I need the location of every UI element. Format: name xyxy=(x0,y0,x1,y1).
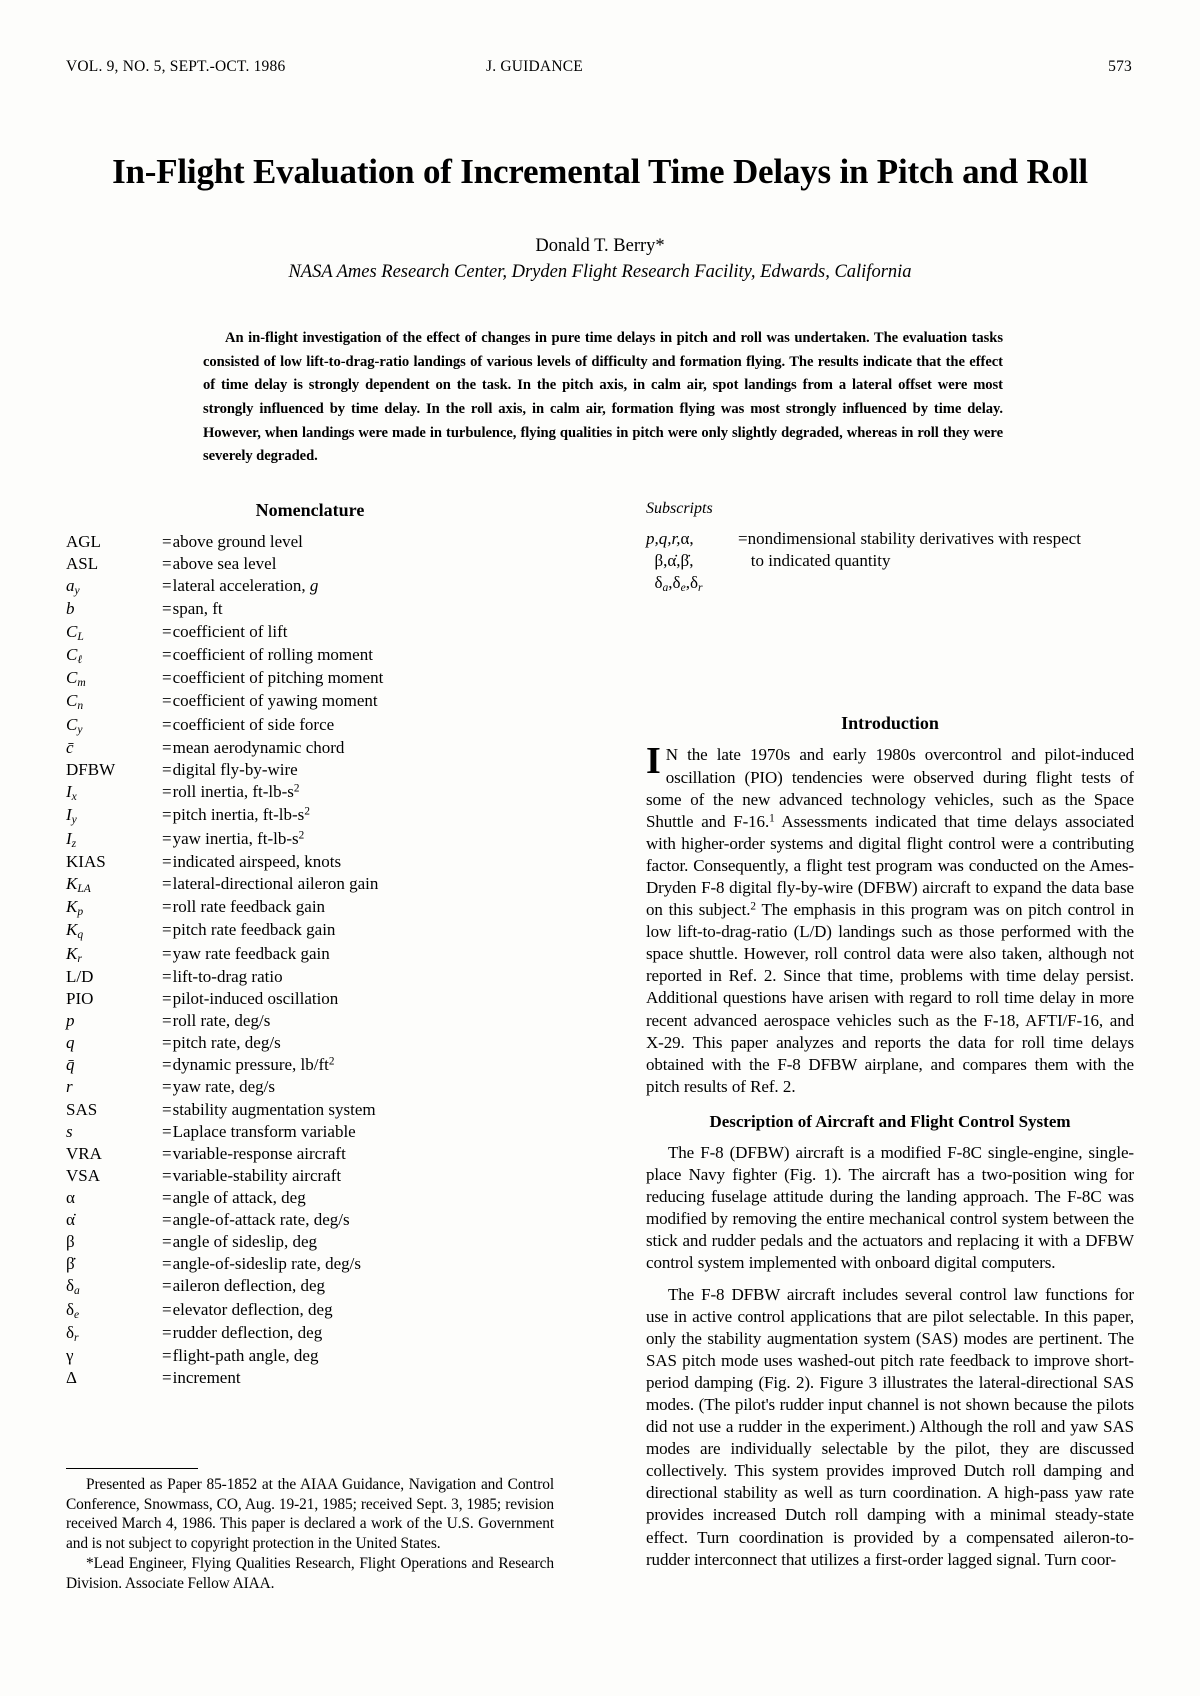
definition-text: yaw rate, deg/s xyxy=(172,1077,276,1097)
nomenclature-row xyxy=(66,966,383,988)
nomenclature-symbol: $C_L$ xyxy=(66,621,84,643)
nomenclature-symbol: $\delta_r$ xyxy=(66,1322,79,1345)
definition-text: variable-response aircraft xyxy=(172,1143,346,1163)
nomenclature-symbol: $C_y$ xyxy=(66,714,83,736)
nomenclature-symbol: ASL xyxy=(66,554,99,574)
definition-text: aileron deflection, deg xyxy=(172,1276,326,1296)
definition-text: above ground level xyxy=(172,532,303,551)
nomenclature-row xyxy=(66,943,383,966)
nomenclature-symbol: q̄ xyxy=(66,1055,75,1075)
nomenclature-symbol: $C_m$ xyxy=(66,668,86,690)
nomenclature-definition: =coefficient of side force xyxy=(162,714,335,734)
definition-text: coefficient of pitching moment xyxy=(172,668,384,688)
nomenclature-list xyxy=(66,531,383,1389)
nomenclature-definition: =yaw rate, deg/s xyxy=(162,1077,276,1097)
nomenclature-row xyxy=(66,1076,383,1098)
nomenclature-heading: Nomenclature xyxy=(255,500,365,520)
definition-text: rudder deflection, deg xyxy=(172,1322,323,1342)
nomenclature-definition: =coefficient of rolling moment xyxy=(162,644,373,664)
nomenclature-definition: =rudder deflection, deg xyxy=(162,1322,323,1342)
nomenclature-definition: =pitch inertia, $ft-lb-s^2$ xyxy=(162,805,310,825)
footnote-paragraph-1: Presented as Paper 85-1852 at the AIAA Guidance, Navigation and Control Conference, Snowmass, CO, Aug. 19-21, 1985; received Sept. 3, 1985; revision received March 4, 1986. This paper is declared a work of the U.S. Government and is not subject to copyright protection in the United States. xyxy=(66,1476,554,1553)
definition-text: Laplace transform variable xyxy=(172,1121,356,1141)
nomenclature-row xyxy=(66,1253,383,1275)
nomenclature-definition: =angle of attack, deg xyxy=(162,1187,306,1207)
subscripts-definition xyxy=(738,550,1081,572)
nomenclature-row xyxy=(66,1299,383,1322)
nomenclature-symbol: $K_r$ xyxy=(66,943,82,965)
definition-text: indicated airspeed, knots xyxy=(172,851,342,871)
nomenclature-row xyxy=(66,553,383,575)
nomenclature-definition: =variable-stability aircraft xyxy=(162,1165,342,1185)
nomenclature-definition: =coefficient of yawing moment xyxy=(162,691,378,711)
nomenclature-symbol: L/D xyxy=(66,967,94,987)
subscripts-symbol-line: β,α̇,β̇, xyxy=(646,551,694,571)
author-name: Donald T. Berry* xyxy=(535,236,665,256)
nomenclature-row xyxy=(66,1010,383,1032)
nomenclature-definition: =stability augmentation system xyxy=(162,1099,376,1119)
subscripts-list xyxy=(646,528,1081,595)
definition-text: to indicated quantity xyxy=(750,551,891,571)
nomenclature-row xyxy=(66,896,383,919)
introduction-heading: Introduction xyxy=(841,713,939,734)
nomenclature-row xyxy=(66,988,383,1010)
footnote-divider xyxy=(66,1468,198,1469)
definition-text: pilot-induced oscillation xyxy=(172,989,339,1009)
nomenclature-definition: =lateral acceleration, g xyxy=(162,576,319,596)
nomenclature-symbol: β̇ xyxy=(66,1254,75,1274)
nomenclature-definition: =dynamic pressure, $lb/ft^2$ xyxy=(162,1055,335,1075)
nomenclature-symbol: AGL xyxy=(66,532,101,551)
nomenclature-definition: =roll rate, deg/s xyxy=(162,1011,271,1031)
nomenclature-definition: =yaw inertia, $ft-lb-s^2$ xyxy=(162,828,305,848)
definition-text: pitch rate, deg/s xyxy=(172,1033,281,1053)
definition-text: coefficient of side force xyxy=(172,714,335,734)
nomenclature-row xyxy=(66,1099,383,1121)
subscripts-row xyxy=(646,528,1081,550)
definition-text: lift-to-drag ratio xyxy=(172,967,283,987)
nomenclature-row xyxy=(66,1121,383,1143)
nomenclature-row xyxy=(66,1032,383,1054)
description-paragraph-2: The F-8 DFBW aircraft includes several control law functions for use in active control applications that are pilot selectable. In this paper, only the stability augmentation system (SAS) modes are pertinent. The SAS pitch mode uses washed-out pitch rate feedback to improve short-period damping (Fig. 2). Figure 3 illustrates the lateral-directional SAS modes. (The pilot's rudder input channel is not shown because the pilots did not use a rudder in the experiment.) Although the roll and yaw SAS modes are individually selectable by the pilot, they are discussed collectively. This system provides improved Dutch roll damping and directional stability as well as turn coordination. A high-pass yaw rate provides increased Dutch roll damping with a minimal steady-state effect. Turn coordination is provided by a compensated aileron-to-rudder interconnect that utilizes a first-order lagged signal. Turn coor- xyxy=(646,1284,1134,1569)
nomenclature-definition: =above sea level xyxy=(162,554,277,574)
nomenclature-row xyxy=(66,1209,383,1231)
nomenclature-definition: =pilot-induced oscillation xyxy=(162,989,339,1009)
definition-text: flight-path angle, deg xyxy=(172,1346,319,1366)
nomenclature-row xyxy=(66,759,383,781)
definition-text: above sea level xyxy=(172,554,277,574)
definition-text: elevator deflection, deg xyxy=(172,1299,333,1319)
footnote-paragraph-2: *Lead Engineer, Flying Qualities Research, Flight Operations and Research Division. Associate Fellow AIAA. xyxy=(66,1554,554,1592)
nomenclature-definition: =angle-of-attack rate, deg/s xyxy=(162,1210,350,1230)
definition-text: mean aerodynamic chord xyxy=(172,737,345,757)
nomenclature-definition: =coefficient of lift xyxy=(162,621,288,641)
nomenclature-symbol: VSA xyxy=(66,1165,101,1185)
author-affiliation: NASA Ames Research Center, Dryden Flight Research Facility, Edwards, California xyxy=(288,262,912,282)
description-paragraph-1: The F-8 (DFBW) aircraft is a modified F-8C single-engine, single-place Navy fighter (Fig. 1). The aircraft has a two-position wing for reducing fuselage attitude during the landing approach. The F-8C was modified by removing the entire mechanical control system between the stick and rudder pedals and the actuators and replacing it with a DFBW control system implemented with onboard digital computers. xyxy=(646,1142,1134,1273)
nomenclature-symbol: b xyxy=(66,599,75,619)
nomenclature-row xyxy=(66,1143,383,1165)
definition-text: span, ft xyxy=(172,599,223,619)
nomenclature-definition: =mean aerodynamic chord xyxy=(162,737,345,757)
nomenclature-definition: =lateral-directional aileron gain xyxy=(162,873,379,893)
running-head xyxy=(66,58,1134,80)
subscripts-row xyxy=(646,550,1081,572)
nomenclature-definition: =elevator deflection, deg xyxy=(162,1299,333,1319)
subscripts-symbol-line: $\delta_a,\delta_e,\delta_r$ xyxy=(646,573,703,595)
nomenclature-row xyxy=(66,621,383,644)
nomenclature-row xyxy=(66,714,383,737)
nomenclature-row xyxy=(66,1054,383,1076)
nomenclature-symbol: c̄ xyxy=(66,737,74,757)
definition-text: lateral-directional aileron gain xyxy=(172,873,379,893)
nomenclature-symbol: $I_x$ xyxy=(66,782,77,804)
nomenclature-symbol: $I_z$ xyxy=(66,828,77,850)
nomenclature-symbol: s xyxy=(66,1121,73,1141)
nomenclature-definition: =pitch rate feedback gain xyxy=(162,920,336,940)
nomenclature-row xyxy=(66,919,383,942)
nomenclature-symbol: $K_{LA}$ xyxy=(66,873,91,896)
page-number: 573 xyxy=(1108,58,1132,75)
nomenclature-definition: =digital fly-by-wire xyxy=(162,759,298,779)
nomenclature-row xyxy=(66,1345,383,1367)
nomenclature-definition: =coefficient of pitching moment xyxy=(162,668,384,688)
abstract: An in-flight investigation of the effect of changes in pure time delays in pitch and roll was undertaken. The evaluation tasks consisted of low lift-to-drag-ratio landings of various levels of difficulty and formation flying. The results indicate that the effect of time delay is strongly dependent on the task. In the pitch axis, in calm air, spot landings from a lateral offset were most strongly influenced by time delay. In the roll axis, in calm air, formation flying was most strongly influenced by time delay. However, when landings were made in turbulence, flying qualities in pitch were only slightly degraded, whereas in roll they were severely degraded. xyxy=(203,330,1003,465)
definition-text: angle of attack, deg xyxy=(172,1187,306,1207)
nomenclature-symbol: $a_y$ xyxy=(66,576,80,598)
nomenclature-row xyxy=(66,1165,383,1187)
nomenclature-definition: =flight-path angle, deg xyxy=(162,1346,319,1366)
nomenclature-symbol: $C_n$ xyxy=(66,691,84,713)
description-heading: Description of Aircraft and Flight Control System xyxy=(709,1111,1071,1131)
nomenclature-row xyxy=(66,531,383,553)
right-column xyxy=(646,500,1134,1571)
nomenclature-symbol: γ xyxy=(66,1346,74,1366)
nomenclature-row xyxy=(66,1231,383,1253)
definition-text: roll rate, deg/s xyxy=(172,1011,271,1031)
left-column xyxy=(66,500,554,1389)
nomenclature-row xyxy=(66,598,383,620)
drop-cap: I xyxy=(646,740,661,783)
nomenclature-row xyxy=(66,851,383,873)
nomenclature-definition: =yaw rate feedback gain xyxy=(162,943,330,963)
nomenclature-row xyxy=(66,737,383,759)
nomenclature-row xyxy=(66,690,383,713)
nomenclature-row xyxy=(66,828,383,851)
definition-text: digital fly-by-wire xyxy=(172,759,298,779)
nomenclature-row xyxy=(66,873,383,896)
introduction-text: N the late 1970s and early 1980s overcontrol and pilot-induced oscillation (PIO) tendencies were observed during flight tests of some of the new advanced technology vehicles, such as the Space Shuttle and F-16.$^1$ Assessments indicated that time delays associated with higher-order systems and digital flight control were a contributing factor. Consequently, a flight test program was conducted on the Ames-Dryden F-8 digital fly-by-wire (DFBW) aircraft to expand the data base on this subject.$^2$ The emphasis in this program was on pitch control in low lift-to-drag-ratio (L/D) landings such as those performed with the space shuttle. However, roll control data were also taken, although not reported in Ref. 2. Since that time, problems with time delay persist. Additional questions have arisen with regard to roll time delay in more recent advanced aerospace vehicles such as the F-18, AFTI/F-16, and X-29. This paper analyzes and reports the data for roll time delays obtained with the F-8 DFBW airplane, and compares them with the pitch results of Ref. 2. xyxy=(646,745,1134,1096)
nomenclature-symbol: p xyxy=(66,1011,75,1031)
nomenclature-row xyxy=(66,781,383,804)
nomenclature-symbol: Δ xyxy=(66,1368,77,1388)
subscripts-definition: =nondimensional stability derivatives with respect xyxy=(738,529,1081,548)
nomenclature-symbol: DFBW xyxy=(66,759,116,779)
nomenclature-row xyxy=(66,667,383,690)
nomenclature-symbol: $K_p$ xyxy=(66,897,84,919)
nomenclature-row xyxy=(66,804,383,827)
nomenclature-definition: =angle-of-sideslip rate, deg/s xyxy=(162,1254,361,1274)
definition-text: angle of sideslip, deg xyxy=(172,1232,318,1252)
nomenclature-symbol: β xyxy=(66,1232,75,1252)
nomenclature-symbol: PIO xyxy=(66,989,94,1009)
footnote-block xyxy=(66,1468,554,1593)
nomenclature-definition: =roll rate feedback gain xyxy=(162,897,326,917)
definition-text: coefficient of rolling moment xyxy=(172,644,373,664)
nomenclature-definition: =above ground level xyxy=(162,532,303,551)
nomenclature-definition: =variable-response aircraft xyxy=(162,1143,346,1163)
nomenclature-symbol: $I_y$ xyxy=(66,805,77,827)
nomenclature-definition: =angle of sideslip, deg xyxy=(162,1232,318,1252)
subscripts-row xyxy=(646,572,1081,595)
definition-text: coefficient of lift xyxy=(172,621,288,641)
nomenclature-symbol: $\delta_e$ xyxy=(66,1299,80,1321)
definition-text: increment xyxy=(172,1368,241,1388)
nomenclature-symbol: α̇ xyxy=(66,1210,75,1230)
nomenclature-definition: =aileron deflection, deg xyxy=(162,1276,326,1296)
page-title: In-Flight Evaluation of Incremental Time Delays in Pitch and Roll xyxy=(112,152,1088,191)
nomenclature-symbol: α xyxy=(66,1187,75,1207)
nomenclature-row xyxy=(66,1275,383,1298)
subscripts-symbol-line: p,q,r,α, xyxy=(646,529,694,548)
definition-text: yaw rate feedback gain xyxy=(172,943,330,963)
nomenclature-symbol: KIAS xyxy=(66,851,106,871)
nomenclature-definition: =span, ft xyxy=(162,599,223,619)
nomenclature-definition: =increment xyxy=(162,1368,241,1388)
nomenclature-definition: =indicated airspeed, knots xyxy=(162,851,342,871)
subscripts-heading: Subscripts xyxy=(646,500,713,517)
nomenclature-symbol: q xyxy=(66,1033,75,1053)
nomenclature-symbol: VRA xyxy=(66,1143,102,1163)
journal-volume-issue: VOL. 9, NO. 5, SEPT.-OCT. 1986 xyxy=(66,58,286,75)
introduction-paragraph xyxy=(646,740,1134,1098)
nomenclature-symbol: SAS xyxy=(66,1099,98,1119)
definition-text: stability augmentation system xyxy=(172,1099,376,1119)
nomenclature-symbol: $K_q$ xyxy=(66,920,84,942)
definition-text: coefficient of yawing moment xyxy=(172,691,378,711)
definition-text: angle-of-sideslip rate, deg/s xyxy=(172,1254,361,1274)
definition-text: variable-stability aircraft xyxy=(172,1165,342,1185)
nomenclature-definition: =roll inertia, $ft-lb-s^2$ xyxy=(162,782,300,802)
nomenclature-symbol: r xyxy=(66,1077,73,1097)
journal-name: J. GUIDANCE xyxy=(486,58,583,75)
nomenclature-row xyxy=(66,1367,383,1389)
subscripts-definition xyxy=(738,572,1081,595)
definition-text: angle-of-attack rate, deg/s xyxy=(172,1210,350,1230)
nomenclature-definition: =lift-to-drag ratio xyxy=(162,967,283,987)
nomenclature-definition: =Laplace transform variable xyxy=(162,1121,356,1141)
nomenclature-row xyxy=(66,575,383,598)
nomenclature-row xyxy=(66,644,383,667)
nomenclature-definition: =pitch rate, deg/s xyxy=(162,1033,281,1053)
nomenclature-row xyxy=(66,1187,383,1209)
definition-text: roll rate feedback gain xyxy=(172,897,326,917)
nomenclature-row xyxy=(66,1322,383,1345)
nomenclature-symbol: $C_\ell$ xyxy=(66,644,83,667)
nomenclature-symbol: $\delta_a$ xyxy=(66,1276,80,1298)
definition-text: pitch rate feedback gain xyxy=(172,920,336,940)
definition-text: nondimensional stability derivatives with respect xyxy=(747,529,1081,548)
